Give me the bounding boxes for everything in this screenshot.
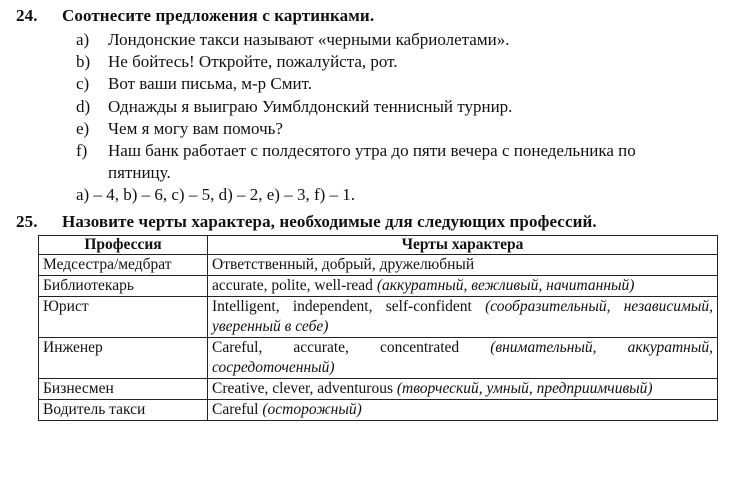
item-letter: e) [76,119,90,138]
list-item [76,73,716,95]
exercise-24-heading: Соотнесите предложения с картинками. [62,6,375,25]
list-item [76,118,716,140]
item-letter: a) [76,30,90,49]
exercise-24-title [16,6,374,26]
profession-cell: Водитель такси [39,400,208,421]
table-row [39,276,718,297]
traits-translation: (осторожный) [262,401,362,418]
traits-text: Ответственный, добрый, дружелюбный [212,256,475,273]
item-text: Лондонские такси называют «черными кабриолетами». [108,30,510,49]
traits-text: Careful, accurate, concentrated [212,339,460,356]
exercise-25-number: 25. [16,212,38,231]
item-text: Однажды я выиграю Уимблдонский теннисный турнир. [108,97,513,116]
list-item [76,29,716,51]
traits-text: Careful [212,401,259,418]
item-letter: f) [76,141,88,160]
profession-cell: Юрист [39,297,208,338]
traits-translation: (сообразительный, независимый, уверенный в себе) [212,298,714,335]
header-profession: Профессия [39,236,208,255]
answers-line: a) – 4, b) – 6, c) – 5, d) – 2, e) – 3, f) – 1. [76,185,356,204]
list-item [76,96,716,118]
exercise-24-number: 24. [16,6,38,25]
item-text: Не бойтесь! Откройте, пожалуйста, рот. [108,52,398,71]
table-header-row [39,236,718,255]
header-traits: Черты характера [208,236,718,255]
traits-cell [208,255,718,276]
item-text: Чем я могу вам помочь? [108,119,283,138]
traits-cell [208,297,718,338]
profession-cell: Бизнесмен [39,379,208,400]
table-row [39,255,718,276]
item-letter: c) [76,74,90,93]
table-row [39,379,718,400]
item-letter: d) [76,97,91,116]
profession-cell: Библиотекарь [39,276,208,297]
profession-cell: Инженер [39,338,208,379]
traits-cell [208,400,718,421]
table-row [39,400,718,421]
traits-translation: (внимательный, аккуратный, сосредоточенный) [212,339,713,376]
list-item [76,51,716,73]
traits-cell [208,379,718,400]
table-row [39,297,718,338]
exercise-25-title [16,212,597,232]
professions-table [38,235,718,421]
item-text: Вот ваши письма, м-р Смит. [108,74,313,93]
list-item [76,140,692,184]
exercise-25-heading: Назовите черты характера, необходимые для следующих профессий. [62,212,597,231]
traits-text: Creative, clever, adventurous [212,380,393,397]
table-row [39,338,718,379]
item-text: Наш банк работает с полдесятого утра до пяти вечера с понедельника по пятницу. [108,141,636,182]
item-letter: b) [76,52,91,71]
traits-text: accurate, polite, well-read [212,277,373,294]
traits-text: Intelligent, independent, self-confident [212,298,472,315]
traits-cell [208,338,718,379]
profession-cell: Медсестра/медбрат [39,255,208,276]
traits-cell [208,276,718,297]
traits-translation: (аккуратный, вежливый, начитанный) [376,277,635,294]
traits-translation: (творческий, умный, предприимчивый) [396,380,653,397]
